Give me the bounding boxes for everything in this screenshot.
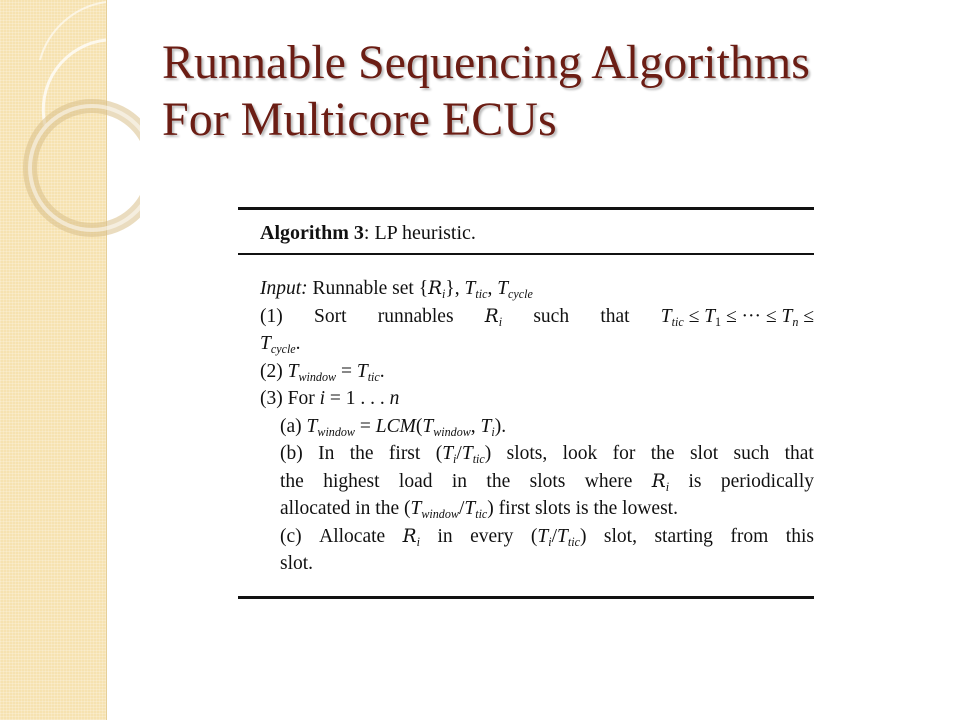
algorithm-step-1: (1) Sort runnables $R_i$ such that $T_{tic} \le T_1$ ≤ ··· ≤ $T_n$ ≤ [260,305,814,329]
decorative-circles [0,0,140,260]
heading-rule [238,253,814,255]
slide-title [162,34,922,148]
algorithm-step-3b-l1: (b) In the first $(T_i/T_{tic})$ slots, look for the slot such that [280,443,814,467]
algorithm-heading [260,222,476,245]
bottom-rule [238,596,814,599]
algorithm-step-3b-l2: the highest load in the slots where $R_i$ is periodically [280,470,814,494]
decorative-side-band [0,0,107,720]
top-rule [238,207,814,210]
algorithm-step-3c-l1: (c) Allocate $R_i$ in every $(T_i/T_{tic})$ slot, starting from this [280,525,814,549]
algorithm-step-1-cont: $T_{cycle}$. [260,333,301,357]
algorithm-input-line: Input: Runnable set $\{R_i\}$, $T_{tic}$, $T_{cycle}$ [260,278,533,302]
algorithm-step-3a: (a) $T_{window} = LCM(T_{window}$, $T_i$). [280,415,507,439]
algorithm-step-3c-l2: slot. [280,553,314,574]
algorithm-label: Algorithm 3 [260,222,364,244]
algorithm-name: : LP heuristic. [363,222,476,244]
slide-title-line-2: For Multicore ECUs [162,93,557,146]
slide-title-line-1: Runnable Sequencing Algorithms [162,36,810,89]
algorithm-body [260,275,814,578]
algorithm-step-3b-l3: allocated in the $(T_{window}/T_{tic})$ first slots is the lowest. [280,498,678,522]
algorithm-box [238,207,814,599]
algorithm-step-2: (2) $T_{window} = T_{tic}$. [260,360,385,384]
algorithm-step-3: (3) For i = 1 . . . n [260,388,400,409]
